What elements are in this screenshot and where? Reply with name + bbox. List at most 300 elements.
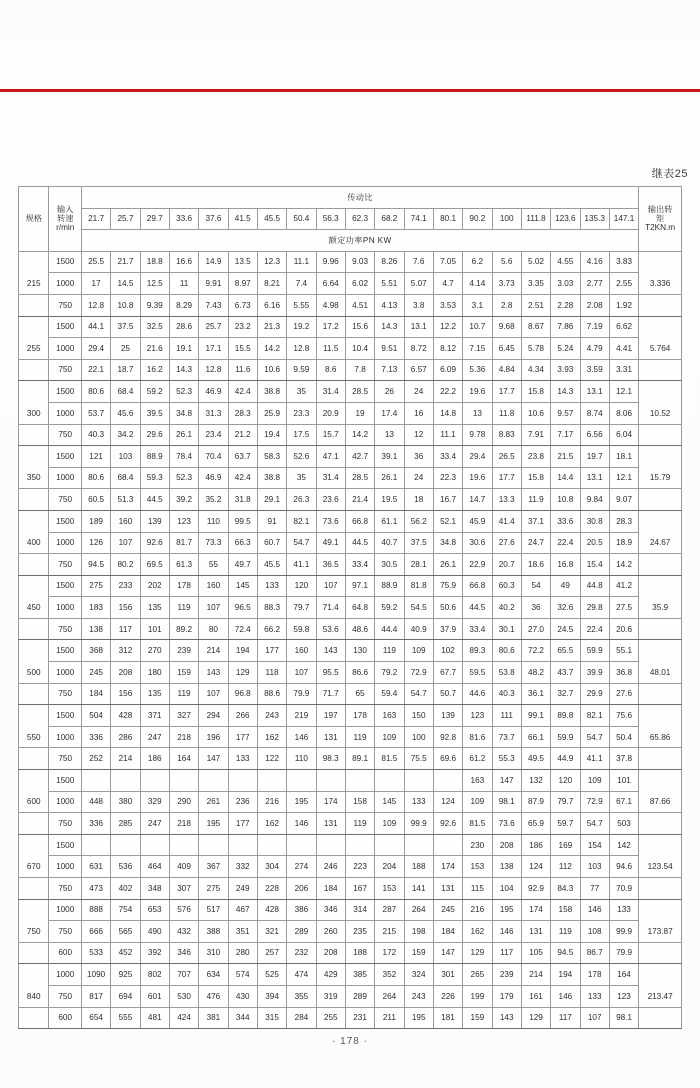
power-cell: 2.28 [551,294,580,316]
power-cell: 107 [316,575,345,597]
output-torque-cell-spacer [639,554,682,576]
power-cell: 4.55 [551,251,580,273]
power-cell: 160 [287,640,316,662]
power-cell: 71.4 [316,597,345,619]
power-cell: 105 [521,942,550,964]
size-cell-spacer [19,381,49,403]
power-cell: 346 [316,899,345,921]
table-body [19,251,682,1028]
power-cell: 245 [81,662,110,684]
power-cell: 145 [375,791,404,813]
power-cell: 92.8 [433,726,462,748]
power-cell: 26.5 [492,446,521,468]
power-cell: 18 [404,489,433,511]
power-cell: 14.5 [111,273,140,295]
size-cell-spacer [19,575,49,597]
power-cell: 87.9 [521,791,550,813]
power-cell: 13.5 [228,251,257,273]
table-row [19,316,682,338]
power-cell: 49.1 [316,532,345,554]
table-row [19,878,682,900]
power-cell: 3.83 [609,251,638,273]
power-cell: 20.6 [609,618,638,640]
power-cell: 63.7 [228,446,257,468]
power-cell: 23.8 [521,446,550,468]
power-cell: 6.57 [404,359,433,381]
power-cell: 448 [81,791,110,813]
power-cell: 25.7 [199,316,228,338]
power-cell: 177 [228,726,257,748]
power-cell: 219 [287,705,316,727]
power-cell: 12.8 [287,338,316,360]
power-cell: 59.2 [375,597,404,619]
power-cell: 9.78 [463,424,492,446]
power-cell: 13.3 [492,489,521,511]
power-cell: 88.9 [375,575,404,597]
power-cell: 666 [81,921,110,943]
power-cell: 66.1 [521,726,550,748]
power-cell: 555 [111,1007,140,1029]
power-cell: 12.8 [199,359,228,381]
power-cell: 48.6 [345,618,374,640]
power-cell: 184 [81,683,110,705]
power-cell: 3.1 [463,294,492,316]
power-cell: 230 [463,834,492,856]
power-cell: 195 [199,813,228,835]
power-cell: 59.8 [287,618,316,640]
power-cell: 39.2 [169,489,198,511]
power-cell: 280 [228,942,257,964]
power-cell: 3.03 [551,273,580,295]
power-cell: 10.4 [345,338,374,360]
power-cell: 39.5 [140,402,169,424]
input-speed-cell: 1500 [49,251,81,273]
power-cell: 24 [404,381,433,403]
power-cell: 654 [81,1007,110,1029]
power-cell: 70.9 [609,878,638,900]
power-cell: 45.9 [463,510,492,532]
power-cell: 19.2 [287,316,316,338]
input-speed-cell: 600 [49,942,81,964]
power-cell: 21.5 [551,446,580,468]
input-speed-cell: 750 [49,294,81,316]
output-torque-cell-spacer [639,446,682,468]
power-cell: 29.4 [463,446,492,468]
power-cell: 69.6 [433,748,462,770]
power-cell: 8.21 [257,273,286,295]
power-cell: 99.1 [521,705,550,727]
power-cell: 160 [199,575,228,597]
power-cell: 380 [111,791,140,813]
power-cell: 124 [433,791,462,813]
power-cell: 464 [140,856,169,878]
output-torque-cell-spacer [639,575,682,597]
power-cell: 36 [404,446,433,468]
power-cell: 181 [433,1007,462,1029]
power-cell: 61.1 [375,510,404,532]
power-cell: 23.6 [316,489,345,511]
power-cell: 188 [404,856,433,878]
power-cell: 96.5 [228,597,257,619]
power-cell [140,770,169,792]
power-cell: 163 [375,705,404,727]
size-cell-spacer [19,510,49,532]
power-cell: 81.8 [404,575,433,597]
power-cell [287,834,316,856]
power-cell: 28.6 [169,316,198,338]
power-cell: 202 [140,575,169,597]
table-row [19,834,682,856]
power-cell: 386 [287,899,316,921]
size-cell-spacer [19,705,49,727]
power-cell: 24.7 [521,532,550,554]
power-cell: 252 [81,748,110,770]
power-cell: 260 [316,921,345,943]
power-cell: 533 [81,942,110,964]
output-torque-cell-spacer [639,813,682,835]
power-cell: 123 [609,985,638,1007]
power-cell: 48.2 [521,662,550,684]
output-torque-cell-spacer [639,489,682,511]
power-cell: 33.4 [433,446,462,468]
size-cell: 600 [19,791,49,813]
power-cell: 11.1 [433,424,462,446]
power-cell: 19 [345,402,374,424]
table-row [19,964,682,986]
power-cell [433,770,462,792]
power-cell: 21.3 [257,316,286,338]
power-cell: 12.8 [81,294,110,316]
power-cell: 138 [81,618,110,640]
power-cell: 336 [81,813,110,835]
input-speed-cell: 1500 [49,446,81,468]
input-speed-cell: 1000 [49,899,81,921]
power-cell: 146 [580,899,609,921]
power-cell: 348 [140,878,169,900]
power-cell: 129 [521,1007,550,1029]
power-cell: 231 [345,1007,374,1029]
header-output-torque-line1: 输出转 [647,205,673,215]
power-cell: 452 [111,942,140,964]
power-cell: 49.5 [521,748,550,770]
power-cell: 88.6 [257,683,286,705]
power-cell: 73.6 [316,510,345,532]
power-cell: 35 [287,381,316,403]
power-cell: 206 [287,878,316,900]
input-speed-cell: 1000 [49,467,81,489]
output-torque-cell: 65.86 [639,726,682,748]
power-cell: 6.02 [345,273,374,295]
power-cell: 109 [404,640,433,662]
power-cell: 126 [81,532,110,554]
power-cell: 23.3 [287,402,316,424]
input-speed-cell: 750 [49,878,81,900]
table-row [19,338,682,360]
power-cell: 6.09 [433,359,462,381]
header-ratio-3: 33.6 [169,208,198,230]
power-cell: 33.6 [551,510,580,532]
input-speed-cell: 1000 [49,856,81,878]
power-cell: 60.7 [257,532,286,554]
power-cell: 66.8 [463,575,492,597]
power-cell: 92.6 [140,532,169,554]
power-cell: 430 [228,985,257,1007]
power-cell: 321 [257,921,286,943]
power-cell: 9.51 [375,338,404,360]
table-row [19,446,682,468]
table-row [19,294,682,316]
power-cell: 304 [257,856,286,878]
power-cell: 2.51 [521,294,550,316]
table-row [19,489,682,511]
power-cell: 247 [140,813,169,835]
power-cell: 72.9 [580,791,609,813]
power-cell: 167 [345,878,374,900]
power-cell: 107 [199,683,228,705]
power-cell: 184 [433,921,462,943]
power-cell: 925 [111,964,140,986]
power-cell: 9.84 [580,489,609,511]
table-row [19,532,682,554]
output-torque-cell: 15.79 [639,467,682,489]
power-cell: 17.5 [287,424,316,446]
power-cell: 8.74 [580,402,609,424]
power-cell: 111 [492,705,521,727]
size-cell: 255 [19,338,49,360]
power-cell: 195 [404,1007,433,1029]
power-cell: 3.35 [521,273,550,295]
power-cell: 40.7 [375,532,404,554]
power-cell: 135 [140,597,169,619]
power-cell: 156 [111,683,140,705]
power-cell: 96.8 [228,683,257,705]
power-cell [404,834,433,856]
header-ratio-15: 111.8 [521,208,550,230]
power-cell: 146 [551,985,580,1007]
size-cell: 670 [19,856,49,878]
power-cell: 310 [199,942,228,964]
power-cell: 88.9 [140,446,169,468]
power-cell: 15.6 [345,316,374,338]
power-cell: 208 [316,942,345,964]
power-cell: 4.79 [580,338,609,360]
power-cell: 36.5 [316,554,345,576]
power-cell: 23.2 [228,316,257,338]
power-cell [111,770,140,792]
table-row [19,381,682,403]
power-cell [81,834,110,856]
table-row [19,359,682,381]
power-cell: 49 [551,575,580,597]
power-cell: 30.6 [463,532,492,554]
power-cell: 117 [492,942,521,964]
power-cell: 54.7 [580,726,609,748]
output-torque-cell-spacer [639,748,682,770]
output-torque-cell: 35.9 [639,597,682,619]
input-speed-cell: 1000 [49,338,81,360]
power-cell: 129 [228,662,257,684]
power-cell: 56.2 [404,510,433,532]
power-cell: 40.3 [81,424,110,446]
power-cell: 289 [345,985,374,1007]
header-ratio-18: 147.1 [609,208,638,230]
power-cell: 17.2 [316,316,345,338]
power-cell: 9.57 [551,402,580,424]
power-cell: 84.3 [551,878,580,900]
table-row [19,424,682,446]
power-cell: 55 [199,554,228,576]
power-cell: 31.4 [316,381,345,403]
input-speed-cell: 1500 [49,381,81,403]
power-cell: 131 [316,813,345,835]
power-cell: 129 [463,942,492,964]
power-cell: 32.6 [551,597,580,619]
power-cell: 307 [169,878,198,900]
size-cell: 215 [19,273,49,295]
power-cell: 327 [169,705,198,727]
power-cell: 35 [287,467,316,489]
power-cell: 26.1 [169,424,198,446]
power-cell: 6.16 [257,294,286,316]
power-cell: 15.8 [521,467,550,489]
size-cell-spacer [19,878,49,900]
table-row [19,748,682,770]
power-cell: 18.7 [111,359,140,381]
power-cell [316,770,345,792]
power-cell: 4.16 [580,251,609,273]
power-cell: 208 [111,662,140,684]
power-cell: 6.62 [609,316,638,338]
power-cell: 218 [169,726,198,748]
size-cell-spacer [19,554,49,576]
power-cell: 33.4 [345,554,374,576]
power-cell: 41.2 [609,575,638,597]
power-cell: 45.5 [257,554,286,576]
power-cell: 1090 [81,964,110,986]
header-ratio-8: 56.3 [316,208,345,230]
power-cell: 178 [169,575,198,597]
power-cell: 14.3 [169,359,198,381]
size-cell: 400 [19,532,49,554]
power-cell: 312 [111,640,140,662]
power-cell: 194 [228,640,257,662]
power-cell: 490 [140,921,169,943]
power-cell: 214 [521,964,550,986]
power-cell: 4.13 [375,294,404,316]
power-cell: 107 [287,662,316,684]
power-cell: 108 [580,921,609,943]
power-cell: 82.1 [580,705,609,727]
power-cell: 153 [463,856,492,878]
power-cell: 59.9 [551,726,580,748]
power-cell: 7.91 [521,424,550,446]
power-cell: 30.1 [492,618,521,640]
power-cell: 58.3 [257,446,286,468]
size-cell-spacer [19,748,49,770]
power-cell: 346 [169,942,198,964]
power-cell: 14.3 [375,316,404,338]
power-cell: 40.2 [492,597,521,619]
power-cell: 184 [316,878,345,900]
power-cell: 72.9 [404,662,433,684]
power-cell: 99.5 [228,510,257,532]
power-cell: 8.12 [433,338,462,360]
power-cell: 275 [81,575,110,597]
power-cell: 60.5 [81,489,110,511]
output-torque-cell-spacer [639,424,682,446]
power-cell: 67.7 [433,662,462,684]
power-cell [169,834,198,856]
table-row [19,705,682,727]
power-cell: 6.2 [463,251,492,273]
power-cell: 36.8 [609,662,638,684]
power-cell: 164 [169,748,198,770]
power-cell: 5.78 [521,338,550,360]
power-cell: 31.4 [316,467,345,489]
power-cell: 18.1 [609,446,638,468]
output-torque-cell-spacer [639,964,682,986]
power-cell: 4.14 [463,273,492,295]
power-cell: 226 [433,985,462,1007]
power-cell: 41.4 [492,510,521,532]
power-cell: 388 [199,921,228,943]
header-power-title: 额定功率PN KW [81,230,638,252]
input-speed-cell: 750 [49,921,81,943]
power-cell: 8.26 [375,251,404,273]
power-cell: 9.59 [287,359,316,381]
power-cell: 65 [345,683,374,705]
input-speed-cell: 1500 [49,834,81,856]
power-cell: 6.45 [492,338,521,360]
power-cell: 101 [140,618,169,640]
power-cell: 14.2 [257,338,286,360]
power-cell: 72.2 [521,640,550,662]
output-torque-cell-spacer [639,705,682,727]
power-cell: 14.3 [551,381,580,403]
power-cell: 118 [257,662,286,684]
size-cell-spacer [19,834,49,856]
power-cell [404,770,433,792]
input-speed-cell: 1500 [49,316,81,338]
power-cell: 34.2 [111,424,140,446]
power-cell: 503 [609,813,638,835]
power-cell: 13 [375,424,404,446]
table-row [19,856,682,878]
power-cell: 31.8 [228,489,257,511]
power-cell: 336 [81,726,110,748]
output-torque-cell-spacer [639,770,682,792]
power-cell: 46.9 [199,467,228,489]
size-cell: 550 [19,726,49,748]
input-speed-cell: 1000 [49,726,81,748]
power-cell: 351 [228,921,257,943]
power-cell: 73.7 [492,726,521,748]
power-cell: 2.08 [580,294,609,316]
power-cell: 45.6 [111,402,140,424]
power-cell: 54.7 [287,532,316,554]
power-cell: 25.9 [257,402,286,424]
power-cell: 89.1 [345,748,374,770]
power-cell: 22.3 [433,467,462,489]
power-cell: 179 [492,985,521,1007]
power-cell: 139 [433,705,462,727]
power-cell: 94.5 [81,554,110,576]
power-cell: 188 [345,942,374,964]
output-torque-cell: 24.67 [639,532,682,554]
power-cell: 59.2 [140,381,169,403]
power-cell: 39.9 [580,662,609,684]
power-cell: 11.6 [228,359,257,381]
